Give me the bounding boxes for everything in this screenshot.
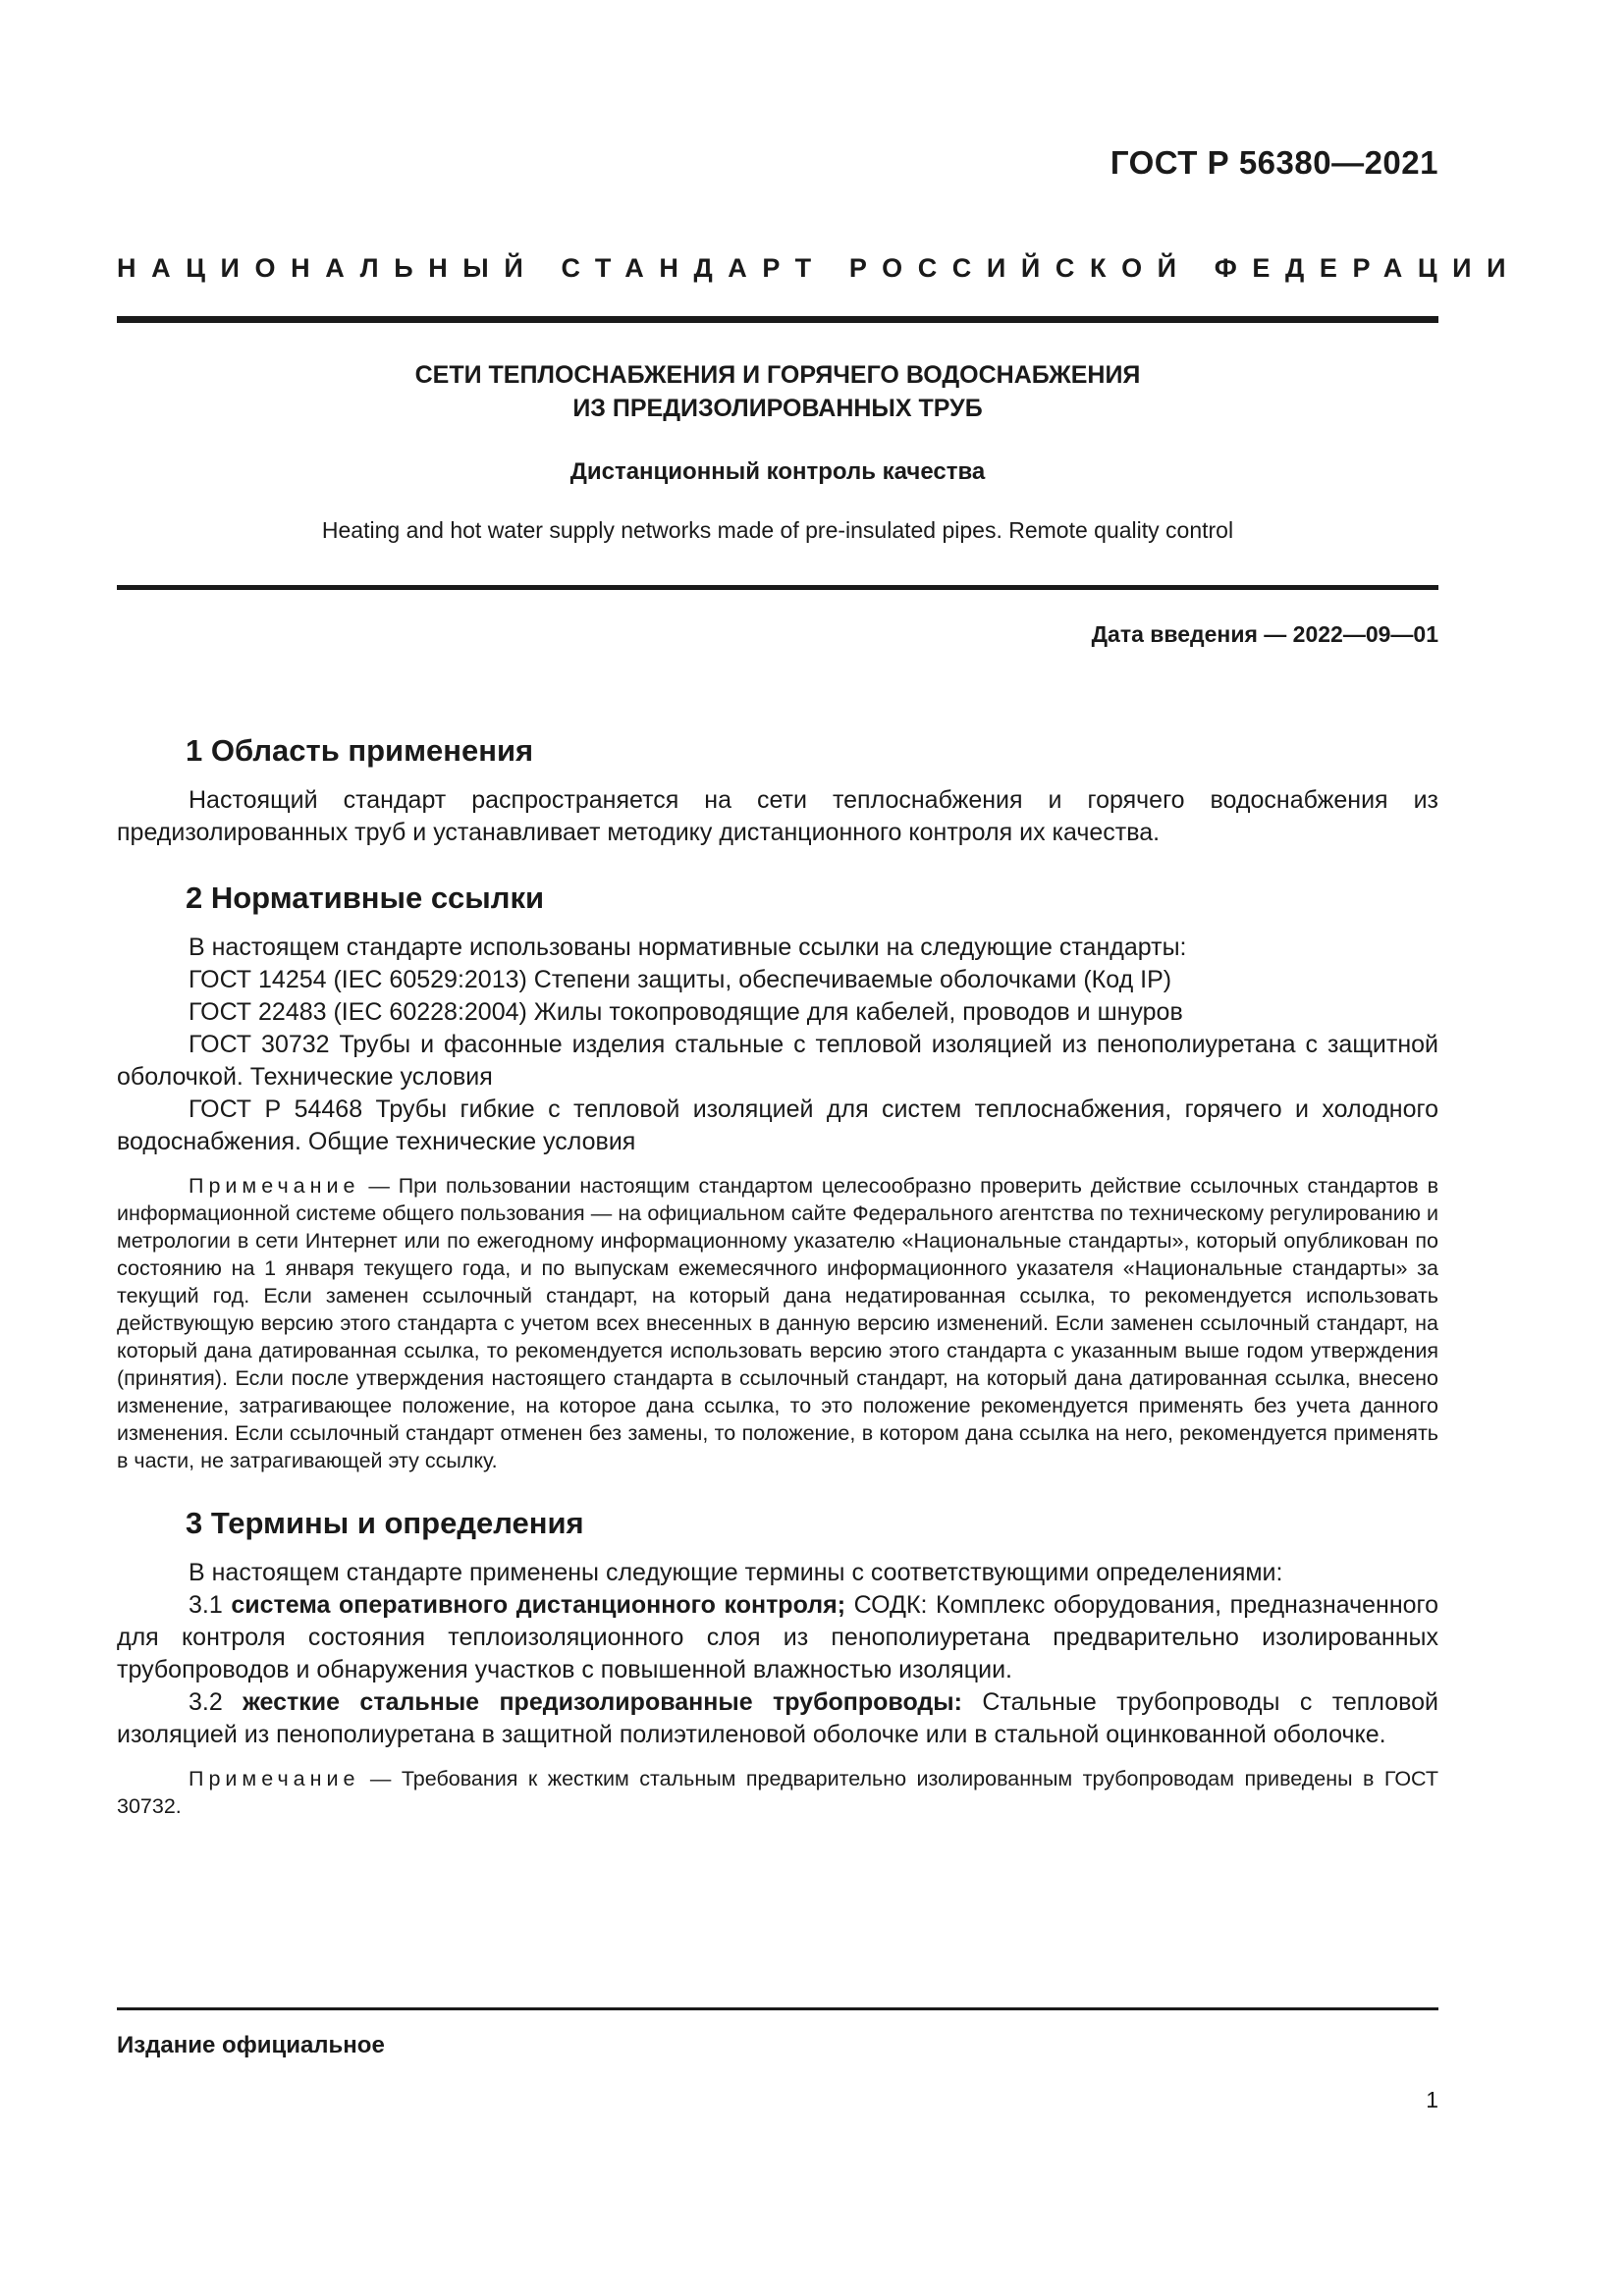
- national-standard-title: НАЦИОНАЛЬНЫЙ СТАНДАРТ РОССИЙСКОЙ ФЕДЕРАЦИИ: [117, 253, 1522, 283]
- content: [117, 731, 1438, 1820]
- reference-gost-14254: ГОСТ 14254 (IEC 60529:2013) Степени защиты, обеспечиваемые оболочками (Код IP): [189, 966, 1172, 993]
- doc-number: ГОСТ Р 56380—2021: [1110, 144, 1438, 181]
- term-3-1-term: система оперативного дистанционного контроля;: [231, 1591, 846, 1619]
- main-title-line-1: СЕТИ ТЕПЛОСНАБЖЕНИЯ И ГОРЯЧЕГО ВОДОСНАБЖЕНИЯ: [414, 361, 1141, 389]
- section-1-heading: 1 Область применения: [186, 733, 534, 768]
- main-title-line-2: ИЗ ПРЕДИЗОЛИРОВАННЫХ ТРУБ: [572, 395, 983, 422]
- term-3-2-term: жесткие стальные предизолированные трубопроводы:: [243, 1688, 962, 1716]
- term-3-1-number: 3.1: [189, 1591, 232, 1619]
- section-3-heading: 3 Термины и определения: [186, 1506, 584, 1540]
- section-2-note: [117, 1172, 1438, 1474]
- reference-gost-r-54468: ГОСТ Р 54468 Трубы гибкие с тепловой изоляцией для систем теплоснабжения, горячего и холодного водоснабжения. Общие технические условия: [117, 1095, 1438, 1155]
- section-3-intro: В настоящем стандарте применены следующие термины с соответствующими определениями:: [189, 1559, 1283, 1586]
- term-3-2-number: 3.2: [189, 1688, 244, 1716]
- section-1-text: Настоящий стандарт распространяется на сети теплоснабжения и горячего водоснабжения из предизолированных труб и устанавливает методику дистанционного контроля их качества.: [117, 786, 1438, 846]
- top-rule: [117, 316, 1438, 323]
- note-label: Примечание: [189, 1767, 360, 1790]
- page-number: 1: [1426, 2087, 1438, 2112]
- section-3-note: [117, 1765, 1438, 1820]
- term-3-2: [117, 1686, 1438, 1751]
- reference-gost-30732: ГОСТ 30732 Трубы и фасонные изделия стальные с тепловой изоляцией из пенополиуретана с защитной оболочкой. Технические условия: [117, 1031, 1438, 1091]
- english-title: Heating and hot water supply networks made of pre-insulated pipes. Remote quality control: [321, 517, 1234, 543]
- section-normative-references: [117, 879, 1438, 1474]
- term-3-1: [117, 1589, 1438, 1686]
- bottom-rule: [117, 2007, 1438, 2010]
- note-text: — При пользовании настоящим стандартом целесообразно проверить действие ссылочных стандартов в информационной системе общего пользования — на официальном сайте Федерального агентства по техническому регулированию и метрологии в сети Интернет или по ежегодному информационному указателю «Национальные стандарты», который опубликован по состоянию на 1 января текущего года, и по выпускам ежемесячного информационного указателя «Национальные стандарты» за текущий год. Если заменен ссылочный стандарт, на который дана недатированная ссылка, то рекомендуется использовать действующую версию этого стандарта с учетом всех внесенных в данную версию изменений. Если заменен ссылочный стандарт, на который дана датированная ссылка, то рекомендуется использовать версию этого стандарта с указанным выше годом утверждения (принятия). Если после утверждения настоящего стандарта в ссылочный стандарт, на который дана датированная ссылка, внесено изменение, затрагивающее положение, на которое дана ссылка, то это положение рекомендуется применять без учета данного изменения. Если ссылочный стандарт отменен без замены, то положение, в котором дана ссылка на него, рекомендуется применять в части, не затрагивающей эту ссылку.: [117, 1174, 1438, 1472]
- section-terms: [117, 1504, 1438, 1820]
- introduction-date: Дата введения — 2022—09—01: [1091, 621, 1438, 647]
- section-2-intro: В настоящем стандарте использованы нормативные ссылки на следующие стандарты:: [189, 934, 1187, 961]
- official-edition-label: Издание официальное: [117, 2032, 385, 2058]
- subtitle: Дистанционный контроль качества: [569, 458, 986, 485]
- section-scope: [117, 731, 1438, 849]
- note-label: Примечание: [189, 1174, 360, 1198]
- note-text: — Требования к жестким стальным предварительно изолированным трубопроводам приведены в ГОСТ 30732.: [117, 1767, 1438, 1818]
- term-3-1-definition: СОДК: Комплекс оборудования, предназначенного для контроля состояния теплоизоляционного слоя из пенополиуретана предварительно изолированных трубопроводов и обнаружения участков с повышенной влажностью изоляции.: [117, 1591, 1439, 1683]
- middle-rule: [117, 585, 1438, 590]
- reference-gost-22483: ГОСТ 22483 (IEC 60228:2004) Жилы токопроводящие для кабелей, проводов и шнуров: [189, 998, 1183, 1026]
- term-3-2-definition: Стальные трубопроводы с тепловой изоляцией из пенополиуретана в защитной полиэтиленовой оболочке или в стальной оцинкованной оболочке.: [117, 1688, 1438, 1748]
- section-2-heading: 2 Нормативные ссылки: [186, 881, 545, 915]
- main-title: [117, 358, 1438, 425]
